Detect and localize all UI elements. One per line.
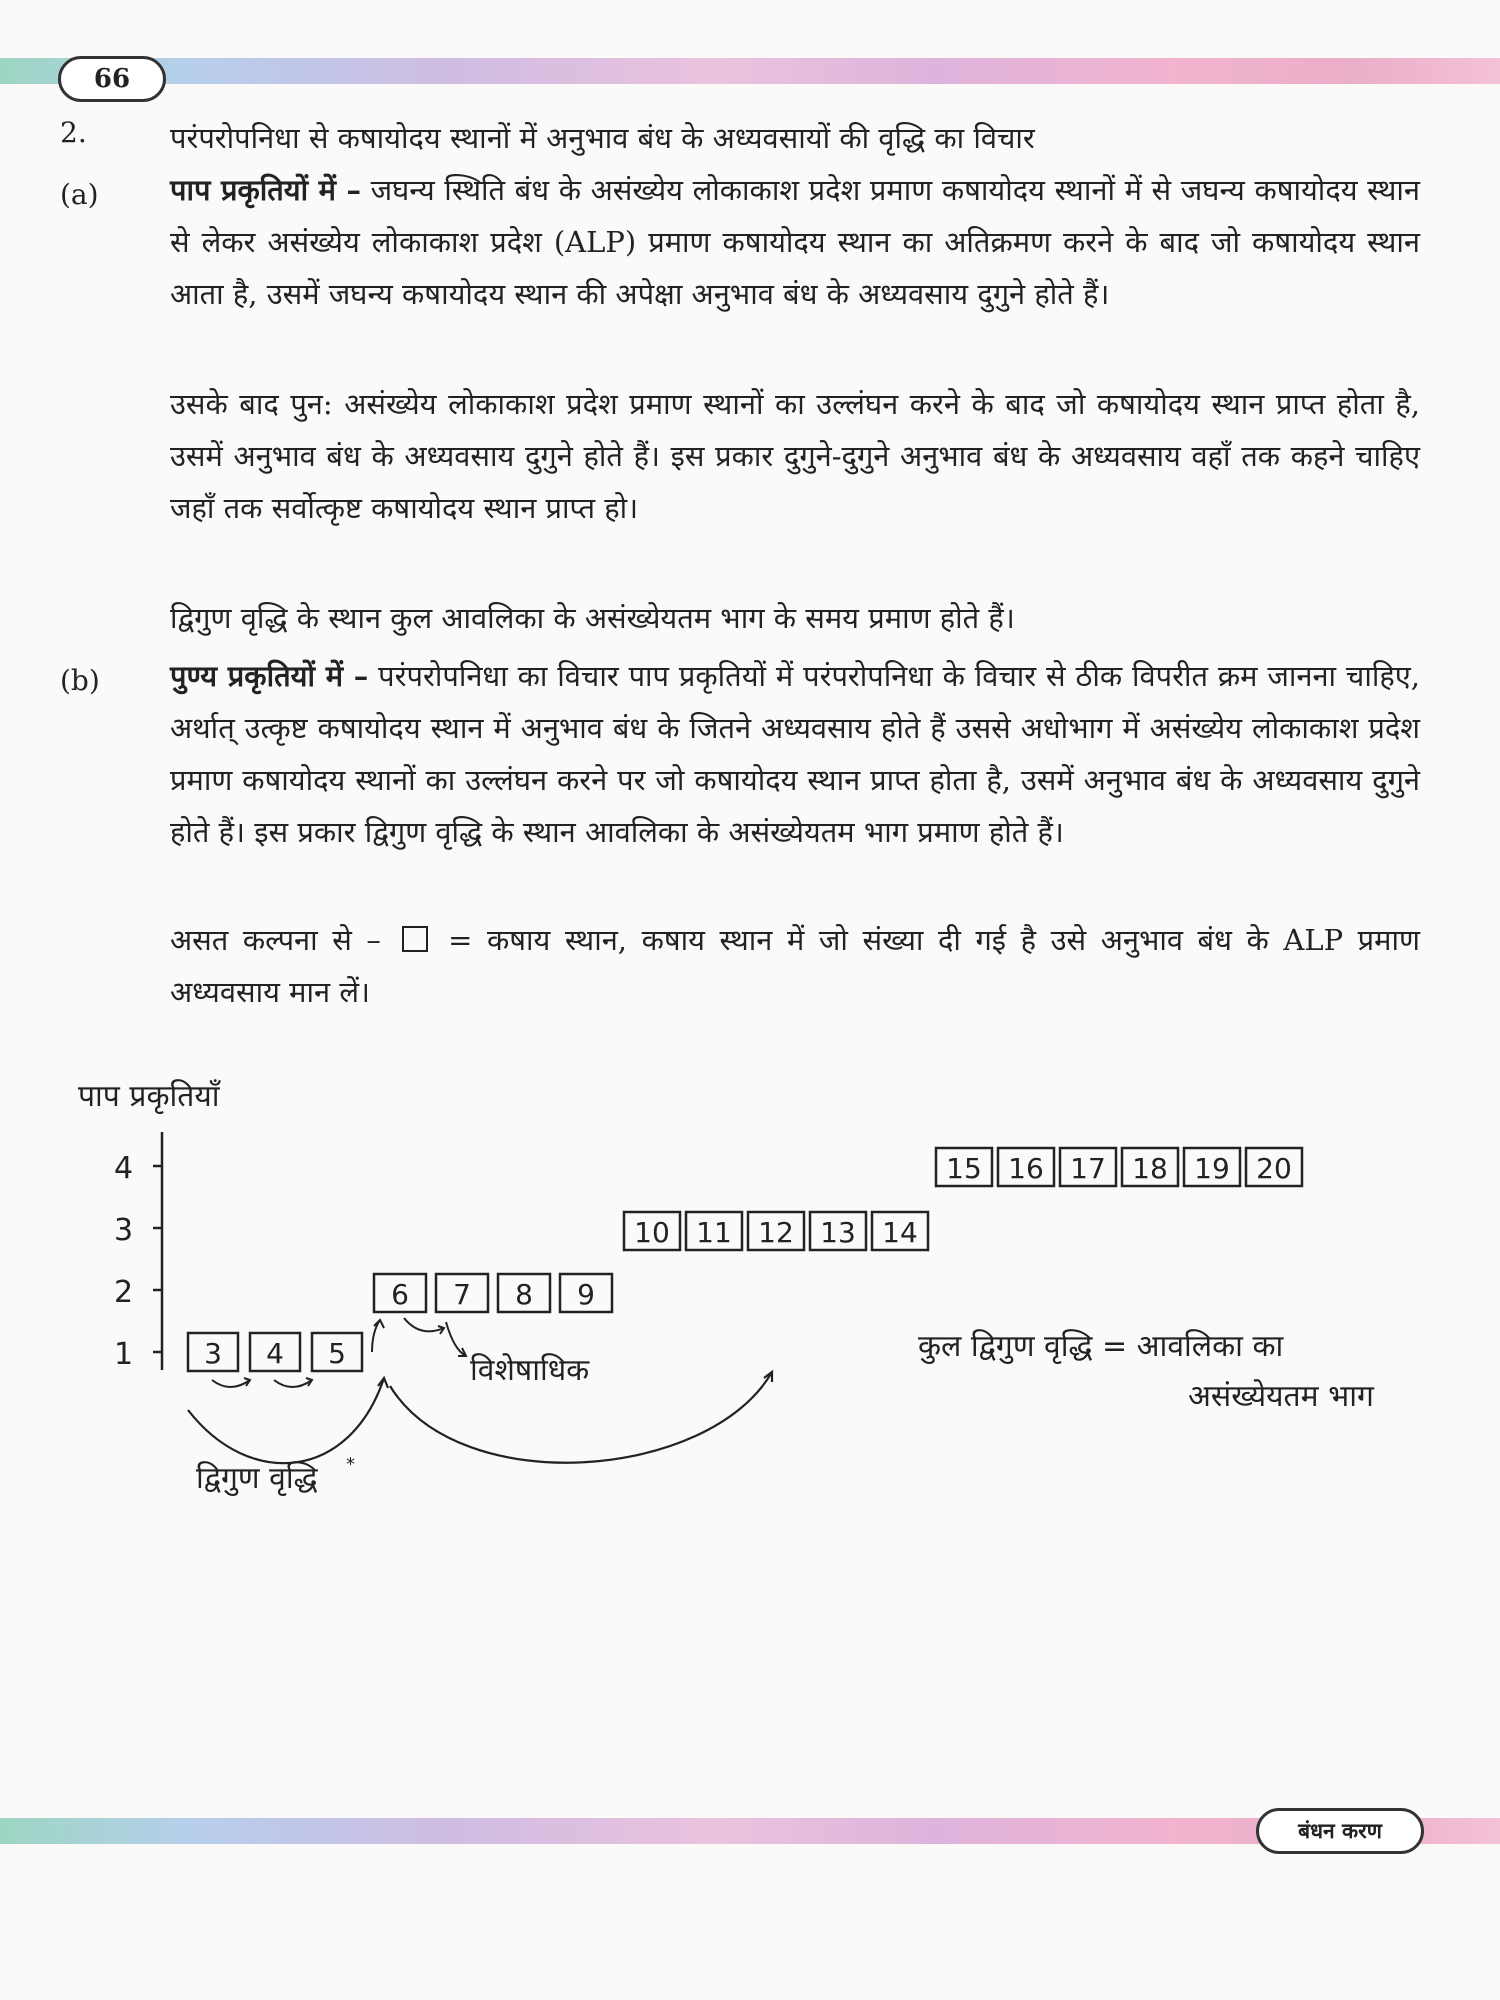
kashay-box-value: 15 <box>946 1152 982 1185</box>
kashay-box-value: 18 <box>1132 1152 1168 1185</box>
subsection-b-text-2a: असत कल्पना से – <box>170 923 381 957</box>
section-number: 2. <box>60 116 87 149</box>
kashay-box-value: 9 <box>577 1278 595 1311</box>
subsection-a-paragraph-1 <box>170 164 1420 320</box>
subsection-b-paragraph-2 <box>170 914 1420 1018</box>
kashay-box-value: 8 <box>515 1278 533 1311</box>
axis-label-3: 3 <box>114 1213 134 1248</box>
kashay-box-value: 13 <box>820 1216 856 1249</box>
kashay-box-value: 14 <box>882 1216 918 1249</box>
level-1-boxes <box>188 1333 362 1371</box>
kashay-box-value: 5 <box>328 1337 346 1370</box>
kashay-box-value: 7 <box>453 1278 471 1311</box>
header-band <box>0 58 1500 84</box>
kashay-box-value: 19 <box>1194 1152 1230 1185</box>
subsection-b-label: (b) <box>60 664 100 697</box>
kashay-box-value: 3 <box>204 1337 222 1370</box>
level-3-boxes <box>624 1212 928 1250</box>
axis-label-4: 4 <box>114 1151 134 1186</box>
kashay-box-value: 11 <box>696 1216 732 1249</box>
section-title <box>170 112 1420 164</box>
kashay-box-value: 16 <box>1008 1152 1044 1185</box>
diagram-title: पाप प्रकृतियाँ <box>78 1079 220 1114</box>
small-arrow <box>274 1380 312 1387</box>
star-mark: * <box>346 1454 355 1475</box>
axis-label-1: 1 <box>114 1337 134 1372</box>
subsection-b-heading: पुण्य प्रकृतियों में – <box>170 659 369 693</box>
page-number: 66 <box>58 56 166 102</box>
subsection-a-label: (a) <box>60 178 99 211</box>
kashay-box-symbol <box>402 926 428 952</box>
subsection-a-paragraph-2: उसके बाद पुन: असंख्येय लोकाकाश प्रदेश प्रमाण स्थानों का उल्लंघन करने के बाद जो कषायोदय स्थान प्राप्त होता है, उसमें अनुभाव बंध के अध्यवसाय दुगुने होते हैं। इस प्रकार दुगुने-दुगुने अनुभाव बंध के अध्यवसाय वहाँ तक कहने चाहिए जहाँ तक सर्वोत्कृष्ट कषायोदय स्थान प्राप्त हो। <box>170 387 1420 525</box>
kashay-box-value: 12 <box>758 1216 794 1249</box>
note-line-2: असंख्येयतम भाग <box>1188 1379 1374 1414</box>
subsection-b-text-1: परंपरोपनिधा का विचार पाप प्रकृतियों में परंपरोपनिधा के विचार से ठीक विपरीत क्रम जानना चाहिए, अर्थात् उत्कृष्ट कषायोदय स्थान में अनुभाव बंध के जितने अध्यवसाय होते हैं उससे अधोभाग में असंख्येय लोकाकाश प्रदेश प्रमाण कषायोदय स्थानों का उल्लंघन करने पर जो कषायोदय स्थान प्राप्त होता है, उसमें अनुभाव बंध के अध्यवसाय दुगुने होते हैं। इस प्रकार द्विगुण वृद्धि के स्थान आवलिका के असंख्येयतम भाग प्रमाण होते हैं। <box>170 659 1421 849</box>
dvigun-vriddhi-label: द्विगुण वृद्धि <box>196 1461 318 1496</box>
axis-label-2: 2 <box>114 1275 134 1310</box>
level-4-boxes <box>936 1148 1302 1186</box>
subsection-b-paragraph-1 <box>170 650 1420 858</box>
kashay-box-value: 20 <box>1256 1152 1292 1185</box>
subsection-a-text-1: जघन्य स्थिति बंध के असंख्येय लोकाकाश प्रदेश प्रमाण कषायोदय स्थानों में से जघन्य कषायोदय स्थान से लेकर असंख्येय लोकाकाश प्रदेश (ALP) प्रमाण कषायोदय स्थान का अतिक्रमण करने के बाद जो कषायोदय स्थान आता है, उसमें जघन्य कषायोदय स्थान की अपेक्षा अनुभाव बंध के अध्यवसाय दुगुने होते हैं। <box>170 173 1421 311</box>
kashay-box-value: 4 <box>266 1337 284 1370</box>
kashay-box-value: 6 <box>391 1278 409 1311</box>
pap-prakriti-diagram <box>0 1060 1500 1500</box>
small-arrow <box>404 1318 444 1331</box>
doubling-arc-1 <box>188 1378 384 1463</box>
section-title-text: परंपरोपनिधा से कषायोदय स्थानों में अनुभाव बंध के अध्यवसायों की वृद्धि का विचार <box>170 121 1035 155</box>
subsection-a-heading: पाप प्रकृतियों में – <box>170 173 361 207</box>
kashay-box-value: 10 <box>634 1216 670 1249</box>
subsection-a-paragraph-3: द्विगुण वृद्धि के स्थान कुल आवलिका के असंख्येयतम भाग के समय प्रमाण होते हैं। <box>170 601 1015 635</box>
visheshadhik-label: विशेषाधिक <box>470 1353 590 1388</box>
note-line-1: कुल द्विगुण वृद्धि = आवलिका का <box>918 1329 1284 1364</box>
chapter-badge: बंधन करण <box>1256 1808 1424 1854</box>
level-2-boxes <box>374 1274 612 1312</box>
small-arrow <box>212 1380 250 1387</box>
subsection-b-text-2b: = कषाय स्थान, कषाय स्थान में जो संख्या दी गई है उसे अनुभाव बंध के ALP प्रमाण अध्यवसाय मान लें। <box>170 923 1421 1009</box>
kashay-box-value: 17 <box>1070 1152 1106 1185</box>
